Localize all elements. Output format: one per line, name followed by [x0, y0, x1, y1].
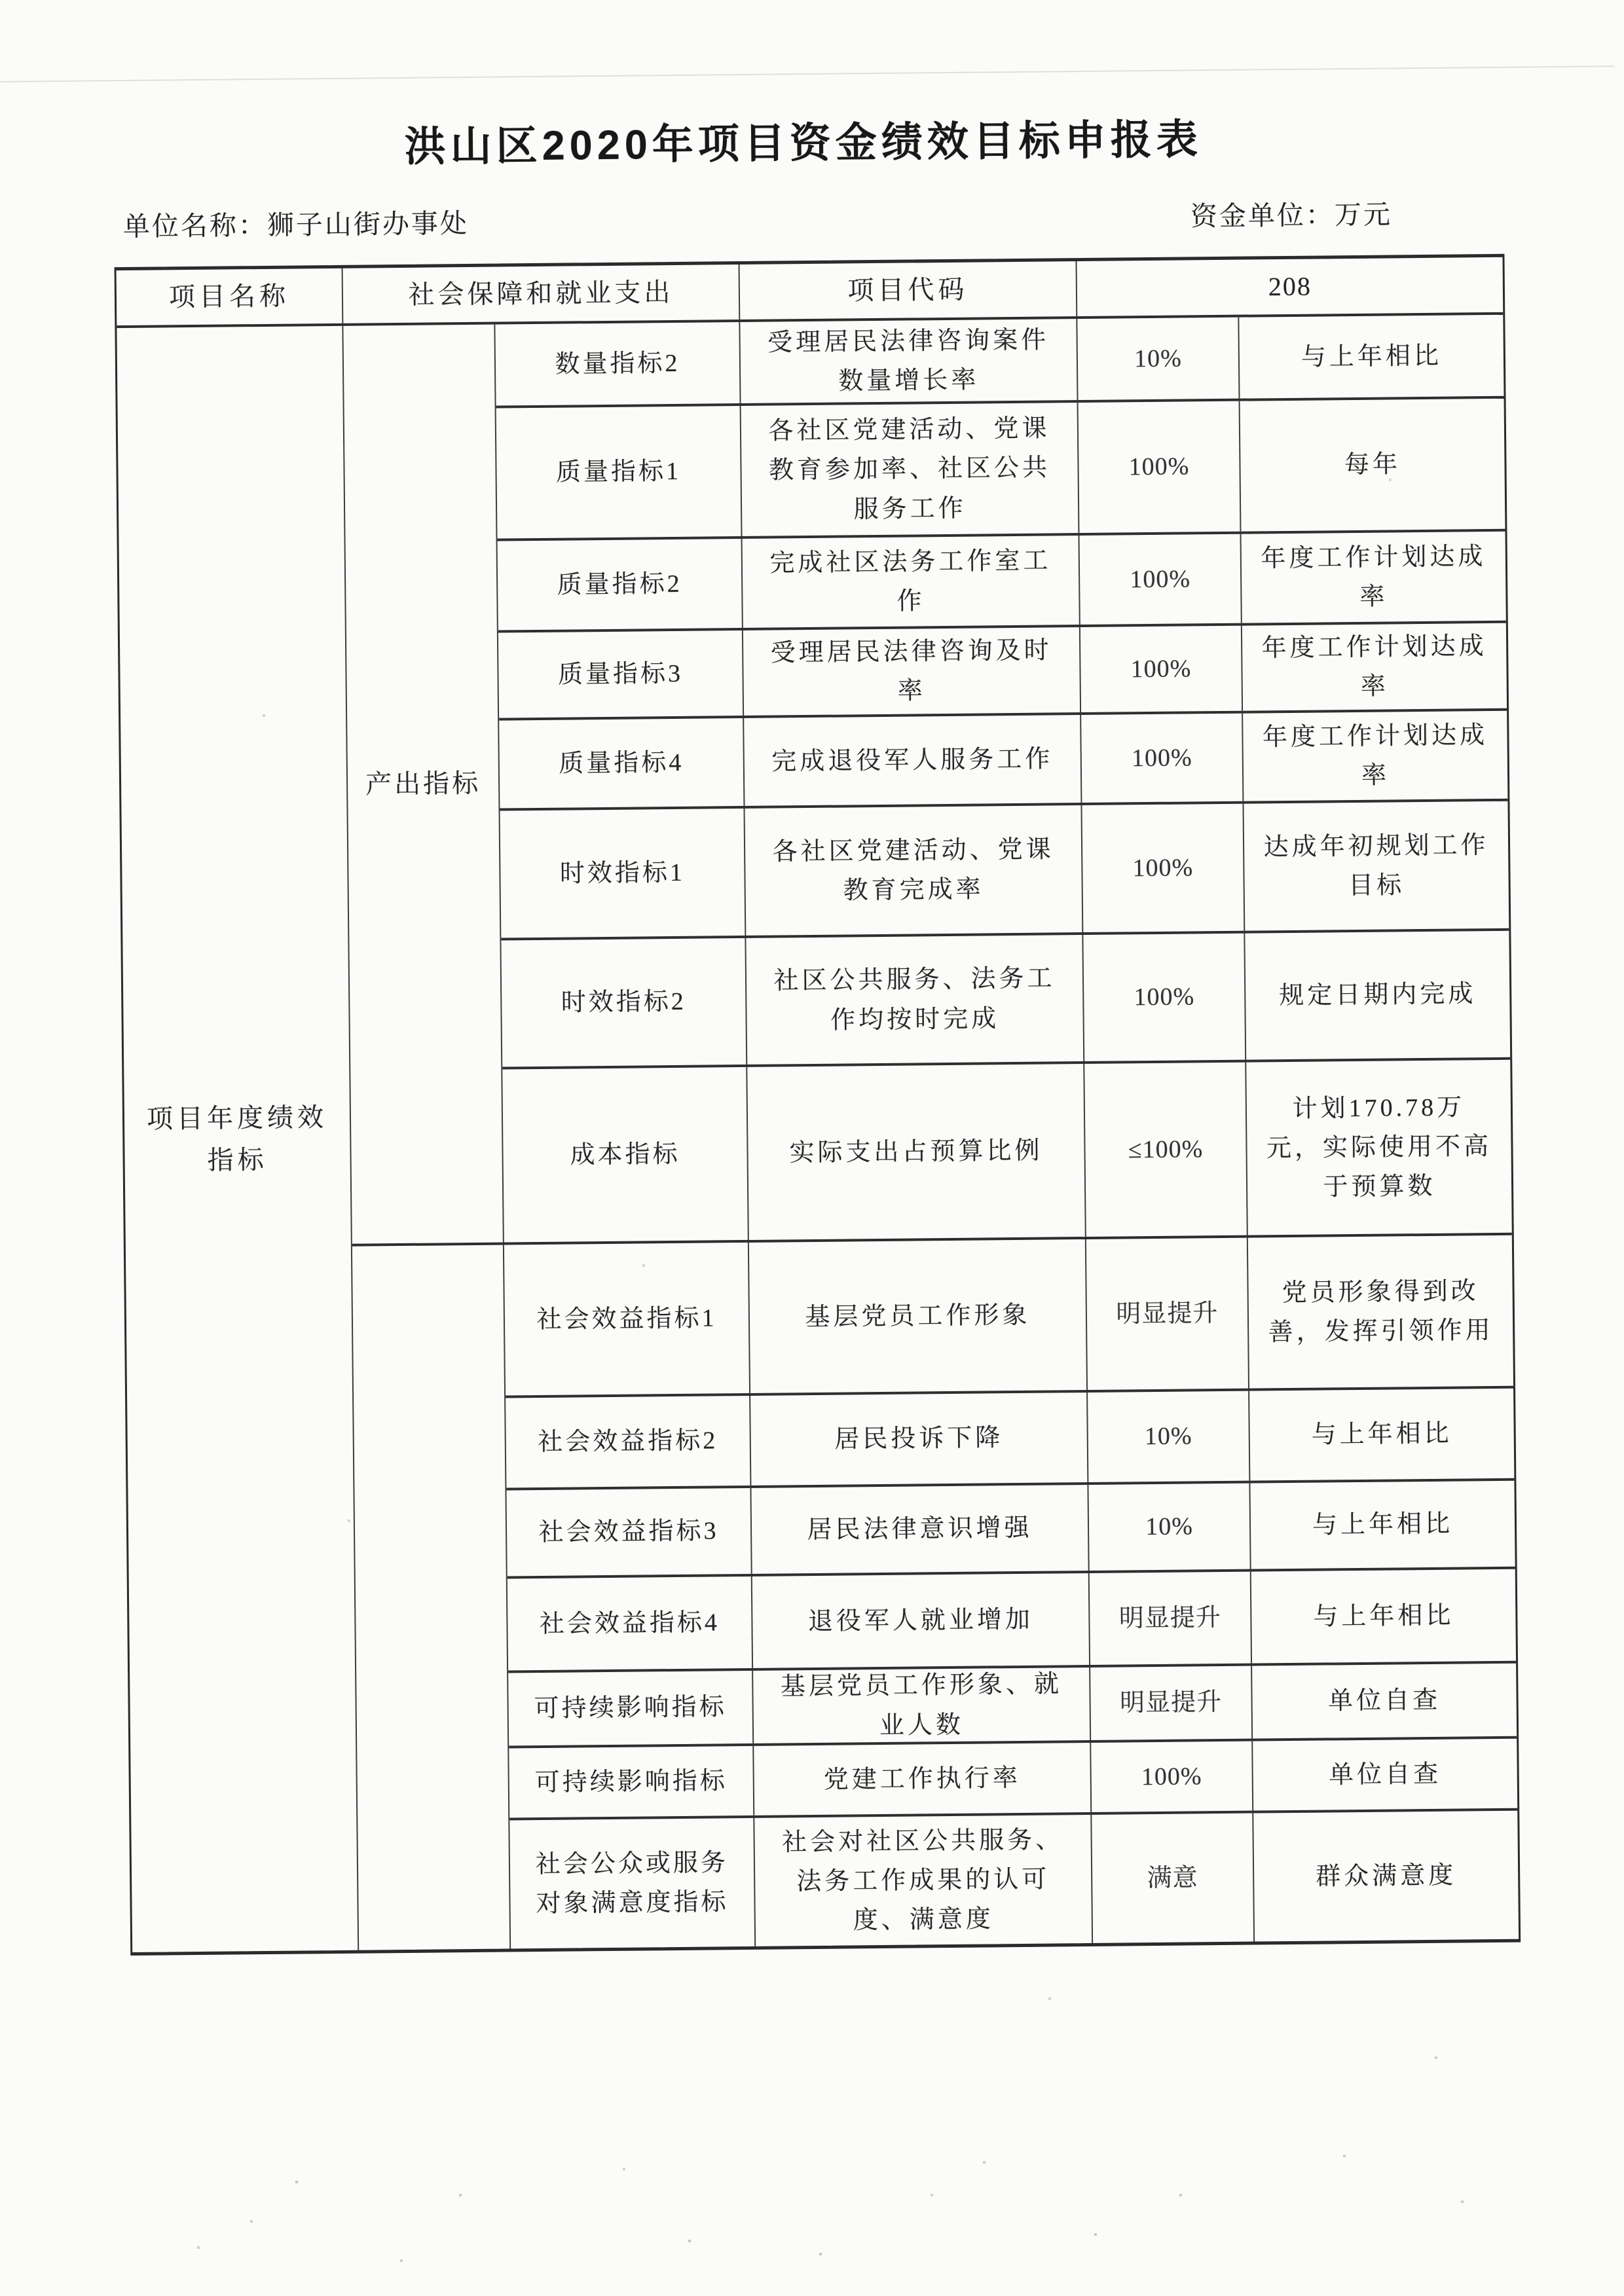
- indicator-name-cell: 社会公众或服务对象满意度指标: [509, 1818, 756, 1949]
- page-title: 洪山区2020年项目资金绩效目标申报表: [404, 117, 1203, 170]
- benefit-group-rows: [504, 1235, 1519, 1949]
- indicator-note-cell: 每年: [1344, 450, 1401, 479]
- indicator-row: [499, 711, 1507, 811]
- indicator-row: [498, 532, 1506, 633]
- indicator-desc-cell: 社区公共服务、法务工作均按时完成: [746, 935, 1084, 1065]
- indicator-note-cell: 达成年初规划工作目标: [1263, 831, 1489, 900]
- indicator-name-cell: 社会效益指标3: [506, 1488, 752, 1576]
- project-name-value-cell: 社会保障和就业支出: [343, 264, 741, 323]
- indicator-note-cell: 与上年相比: [1301, 342, 1443, 371]
- indicator-note-cell: 与上年相比: [1311, 1420, 1452, 1449]
- indicator-name-cell: 社会效益指标4: [507, 1576, 753, 1671]
- indicator-note-cell: 单位自查: [1328, 1760, 1442, 1789]
- output-indicator-group: [343, 315, 1511, 1247]
- indicator-name-cell: 时效指标2: [501, 938, 747, 1067]
- indicator-note-cell: 单位自查: [1327, 1686, 1441, 1715]
- indicator-desc-cell: 居民投诉下降: [750, 1393, 1088, 1485]
- indicator-value-cell: 100%: [1080, 534, 1242, 625]
- indicator-name-cell: 质量指标1: [496, 406, 743, 539]
- indicator-desc-cell: 受理居民法律咨询案件数量增长率: [740, 319, 1078, 403]
- indicator-name-cell: 时效指标1: [500, 809, 747, 938]
- indicator-note-cell: 党员形象得到改善，发挥引领作用: [1268, 1277, 1494, 1347]
- indicator-name-cell: 数量指标2: [495, 322, 741, 406]
- indicator-row: [495, 315, 1504, 409]
- indicator-name-cell: 成本指标: [502, 1067, 749, 1243]
- indicator-row: [508, 1664, 1517, 1749]
- indicator-desc-cell: 各社区党建活动、党课教育完成率: [745, 805, 1083, 936]
- indicator-desc-cell: 基层党员工作形象: [749, 1239, 1088, 1393]
- output-group-label-cell: 产出指标: [343, 325, 504, 1244]
- meta-line: [123, 192, 1392, 244]
- indicator-row: [504, 1235, 1513, 1398]
- indicator-note-cell: 群众满意度: [1315, 1861, 1457, 1891]
- indicator-row: [498, 623, 1507, 721]
- project-name-label-cell: 项目名称: [117, 268, 344, 325]
- indicator-name-cell: 可持续影响指标: [509, 1746, 754, 1818]
- indicator-row: [501, 931, 1510, 1070]
- indicator-name-cell: 质量指标3: [498, 630, 744, 718]
- indicator-note-cell: 年度工作计划达成率: [1261, 543, 1486, 611]
- indicator-desc-cell: 受理居民法律咨询及时率: [743, 627, 1081, 716]
- indicator-desc-cell: 完成退役军人服务工作: [744, 715, 1082, 806]
- indicator-groups: [343, 315, 1519, 1950]
- fund-unit: 资金单位：万元: [1190, 199, 1393, 232]
- unit-name: 单位名称：狮子山街办事处: [122, 208, 470, 242]
- indicator-row: [500, 801, 1509, 941]
- project-code-label-cell: 项目代码: [740, 261, 1078, 319]
- indicator-value-cell: 100%: [1080, 626, 1243, 712]
- indicator-name-cell: 质量指标4: [499, 718, 745, 809]
- indicator-desc-cell: 居民法律意识增强: [751, 1485, 1089, 1574]
- indicator-desc-cell: 退役军人就业增加: [752, 1573, 1090, 1668]
- indicator-desc-cell: 基层党员工作形象、就业人数: [753, 1667, 1091, 1743]
- indicator-name-cell: 社会效益指标1: [504, 1243, 750, 1396]
- indicator-value-cell: 100%: [1091, 1741, 1253, 1812]
- scan-edge-artifact: [0, 65, 1615, 82]
- scan-noise-specks: [0, 0, 1, 1]
- indicator-note-cell: 年度工作计划达成率: [1262, 721, 1488, 790]
- indicator-desc-cell: 各社区党建活动、党课教育参加率、社区公共服务工作: [741, 403, 1080, 536]
- indicator-desc-cell: 党建工作执行率: [754, 1743, 1092, 1815]
- indicator-value-cell: 100%: [1082, 804, 1245, 932]
- indicator-value-cell: 明显提升: [1090, 1572, 1252, 1665]
- indicator-value-cell: 100%: [1081, 714, 1244, 803]
- indicator-note-cell: 计划170.78万元，实际使用不高于预算数: [1266, 1093, 1492, 1201]
- output-group-rows: [495, 315, 1511, 1243]
- indicator-value-cell: 100%: [1079, 401, 1242, 533]
- benefit-group-label-cell: [352, 1245, 511, 1950]
- indicator-desc-cell: 社会对社区公共服务、法务工作成果的认可度、满意度: [754, 1815, 1093, 1946]
- indicator-name-cell: 社会效益指标2: [506, 1396, 751, 1488]
- indicator-row: [506, 1389, 1514, 1491]
- indicator-value-cell: 10%: [1088, 1484, 1251, 1571]
- indicator-name-cell: 可持续影响指标: [508, 1671, 754, 1746]
- indicator-value-cell: 100%: [1083, 934, 1246, 1061]
- indicator-note-cell: 与上年相比: [1313, 1601, 1454, 1631]
- project-code-value-cell: 208: [1268, 272, 1312, 302]
- indicator-note-cell: 年度工作计划达成率: [1261, 632, 1487, 701]
- indicator-value-cell: 10%: [1077, 318, 1240, 400]
- indicator-note-cell: 规定日期内完成: [1279, 980, 1477, 1010]
- annual-indicators-header-cell: 项目年度绩效指标: [117, 326, 359, 1952]
- indicator-name-cell: 质量指标2: [498, 539, 743, 630]
- indicator-row: [502, 1060, 1511, 1243]
- indicator-value-cell: 明显提升: [1086, 1238, 1249, 1390]
- indicator-row: [507, 1569, 1516, 1673]
- benefit-indicator-group: [352, 1235, 1519, 1950]
- indicator-row: [509, 1739, 1517, 1821]
- indicator-row: [509, 1811, 1519, 1949]
- indicator-value-cell: ≤100%: [1084, 1063, 1248, 1237]
- performance-target-table: [115, 254, 1521, 1956]
- indicator-value-cell: 明显提升: [1090, 1666, 1253, 1740]
- indicator-desc-cell: 完成社区法务工作室工作: [743, 536, 1080, 628]
- indicator-row: [506, 1481, 1515, 1579]
- indicator-desc-cell: 实际支出占预算比例: [747, 1064, 1086, 1240]
- indicator-value-cell: 10%: [1088, 1391, 1250, 1482]
- indicator-note-cell: 与上年相比: [1312, 1510, 1454, 1540]
- table-body: [117, 315, 1519, 1952]
- indicator-row: [496, 399, 1505, 541]
- indicator-value-cell: 满意: [1092, 1813, 1255, 1943]
